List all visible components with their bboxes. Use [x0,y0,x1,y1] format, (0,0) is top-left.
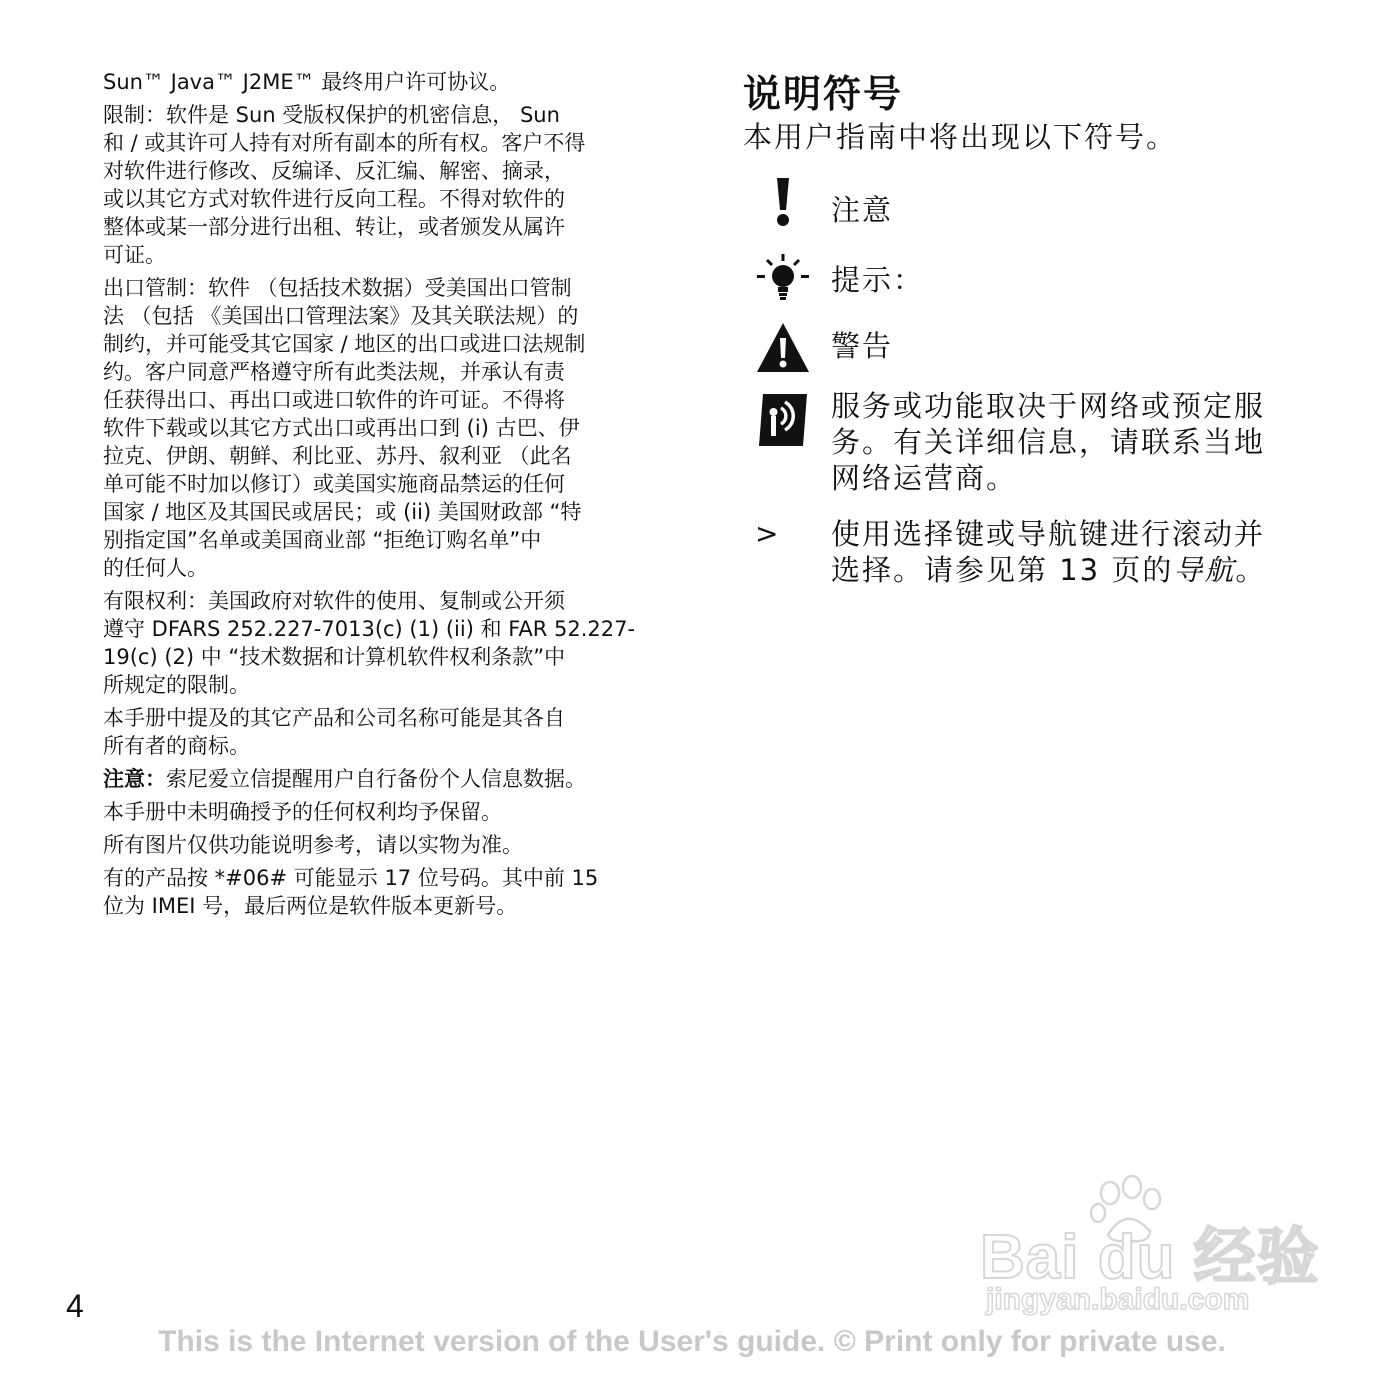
symbol-select-row [743,516,1303,588]
restrictions-paragraph: 限制：软件是 Sun 受版权保护的机密信息， Sun 和 / 或其许可人持有对所有副本的所有权。客户不得 对软件进行修改、反编译、反汇编、解密、摘录， 或以其它方式对软件进行反向工程。不得对软件的 整体或某一部分进行出租、转让，或者颁发从属许 可证。 [103,103,586,267]
symbols-title: 说明符号 [743,72,904,116]
symbol-warning-row [743,320,1303,378]
legal-text-column [103,68,663,925]
symbol-network-row [743,388,1303,496]
symbols-intro: 本用户指南中将出现以下符号。 [743,120,1178,154]
java-license-line: Sun™ Java™ J2ME™ 最终用户许可协议。 [103,70,511,94]
baidu-watermark [980,1175,1320,1325]
symbol-tip-label: 提示： [831,263,925,297]
watermark-url: jingyan.baidu.com [986,1283,1250,1316]
select-text-end: 。 [1235,553,1267,587]
imei-paragraph: 有的产品按 *#06# 可能显示 17 位号码。其中前 15 位为 IMEI 号，最后两位是软件版本更新号。 [103,866,599,918]
note-paragraph [103,765,663,793]
warning-triangle-icon [755,320,811,376]
export-control-paragraph: 出口管制：软件 （包括技术数据）受美国出口管制 法 （包括 《美国出口管理法案》及其关联法规）的 制约，并可能受其它国家 / 地区的出口或进口法规制 约。客户同意严格遵守所有此类法规，并承认有责 任获得出口、再出口或进口软件的许可证。不得将 软件下载或以其它方式出口或再出口到 (i) 古巴、伊 拉克、伊朗、朝鲜、利比亚、苏丹、叙利亚 （此名 单可能不时加以修订）或美国实施商品禁运的任何 国家 / 地区及其国民或居民；或 (ii) 美国财政部 “特 别指定国”名单或美国商业部 “拒绝订购名单”中 的任何人。 [103,276,586,580]
note-label: 注意： [103,767,166,791]
trademarks-paragraph: 本手册中提及的其它产品和公司名称可能是其各自 所有者的商标。 [103,706,565,758]
symbol-note-row [743,176,1303,242]
symbol-tip-row [743,252,1303,312]
select-marker: > [755,517,781,550]
footer-disclaimer: This is the Internet version of the User's guide. © Print only for private use. [158,1325,1226,1358]
symbol-network-label: 服务或功能取决于网络或预定服 务。有关详细信息，请联系当地 网络运营商。 [831,389,1266,495]
exclamation-icon [755,176,811,232]
lightbulb-icon [755,252,811,308]
limited-rights-paragraph: 有限权利：美国政府对软件的使用、复制或公开须 遵守 DFARS 252.227-7013(c) (1) (ii) 和 FAR 52.227- 19(c) (2) 中 “技术数据和计算机软件权利条款”中 所规定的限制。 [103,589,636,697]
rights-reserved-paragraph: 本手册中未明确授予的任何权利均予保留。 [103,800,502,824]
watermark-logo-text: Bai du 经验 [980,1223,1320,1292]
symbol-warning-label: 警告 [831,329,894,363]
network-service-icon [755,392,811,448]
symbols-section [743,70,1303,588]
images-disclaimer-paragraph: 所有图片仅供功能说明参考，请以实物为准。 [103,833,523,857]
page-number: 4 [66,1288,84,1324]
symbol-note-label: 注意 [831,193,894,227]
select-text: 使用选择键或导航键进行滚动并 选择。请参见第 13 页的 [831,517,1266,587]
navigation-reference: 导航 [1173,553,1236,587]
note-text: 索尼爱立信提醒用户自行备份个人信息数据。 [166,767,586,791]
